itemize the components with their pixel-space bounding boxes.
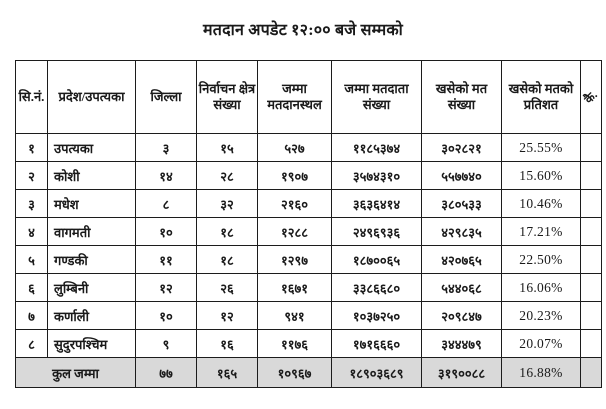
cell-votes-cast: ५४४०६८: [422, 274, 502, 302]
cell-votes-percent: 25.55%: [502, 134, 581, 162]
cell-remarks: [581, 218, 602, 246]
cell-constituencies: ३२: [197, 190, 258, 218]
cell-total-voters: ३६३६४१४: [332, 190, 422, 218]
cell-province: उपत्यका: [48, 134, 136, 162]
cell-districts: १०: [136, 302, 197, 330]
table-row-valley: [16, 134, 602, 162]
cell-votes-percent: 10.46%: [502, 190, 581, 218]
cell-constituencies: १२: [197, 302, 258, 330]
cell-votes-percent: 15.60%: [502, 162, 581, 190]
table-row-karnali: [16, 302, 602, 330]
cell-districts: ३: [136, 134, 197, 162]
cell-remarks: [581, 134, 602, 162]
total-votes-cast: ३१९००८८: [422, 358, 502, 388]
cell-polling-places: २१६०: [258, 190, 332, 218]
table-row-lumbini: [16, 274, 602, 302]
total-voters: १८९०३६८९: [332, 358, 422, 388]
cell-total-voters: १०३७२५०: [332, 302, 422, 330]
voting-update-table: [15, 60, 602, 388]
header-votes-cast-percent: खसेको मतको प्रतिशत: [502, 61, 581, 134]
cell-constituencies: २८: [197, 162, 258, 190]
cell-votes-cast: ३०२८२१: [422, 134, 502, 162]
cell-serial: ४: [16, 218, 48, 246]
cell-province: कोशी: [48, 162, 136, 190]
cell-serial: ३: [16, 190, 48, 218]
header-province: प्रदेश/उपत्यका: [48, 61, 136, 134]
cell-votes-cast: ४२९८३५: [422, 218, 502, 246]
total-label: कुल जम्मा: [16, 358, 136, 388]
cell-constituencies: २६: [197, 274, 258, 302]
cell-polling-places: १२९७: [258, 246, 332, 274]
cell-serial: १: [16, 134, 48, 162]
cell-votes-cast: ४२०७६५: [422, 246, 502, 274]
cell-total-voters: ३५७४३१०: [332, 162, 422, 190]
table-total-row: [16, 358, 602, 388]
cell-districts: १०: [136, 218, 197, 246]
cell-votes-percent: 16.06%: [502, 274, 581, 302]
cell-polling-places: ११७६: [258, 330, 332, 358]
cell-total-voters: ११८५३७४: [332, 134, 422, 162]
cell-total-voters: १८७००६५: [332, 246, 422, 274]
cell-province: सुदुरपश्चिम: [48, 330, 136, 358]
cell-votes-cast: २०९८४७: [422, 302, 502, 330]
page-title: मतदान अपडेट १२:०० बजे सम्मको: [203, 22, 403, 39]
cell-polling-places: ९४१: [258, 302, 332, 330]
cell-province: गण्डकी: [48, 246, 136, 274]
table-row-bagmati: [16, 218, 602, 246]
cell-votes-percent: 20.23%: [502, 302, 581, 330]
table-row-sudurpashchim: [16, 330, 602, 358]
cell-districts: ९: [136, 330, 197, 358]
cell-polling-places: १९०७: [258, 162, 332, 190]
table-row-madhesh: [16, 190, 602, 218]
cell-province: लुम्बिनी: [48, 274, 136, 302]
cell-votes-cast: ३८०५३३: [422, 190, 502, 218]
cell-polling-places: १६७१: [258, 274, 332, 302]
total-constituencies: १६५: [197, 358, 258, 388]
cell-total-voters: ३३८६६८०: [332, 274, 422, 302]
cell-remarks: [581, 330, 602, 358]
cell-constituencies: १५: [197, 134, 258, 162]
cell-province: मधेश: [48, 190, 136, 218]
cell-votes-percent: 17.21%: [502, 218, 581, 246]
cell-serial: २: [16, 162, 48, 190]
cell-remarks: [581, 302, 602, 330]
cell-districts: ८: [136, 190, 197, 218]
cell-province: वागमती: [48, 218, 136, 246]
cell-serial: ८: [16, 330, 48, 358]
remarks-label: कै.: [581, 87, 600, 107]
cell-polling-places: १२८८: [258, 218, 332, 246]
cell-districts: १४: [136, 162, 197, 190]
cell-votes-cast: ५५७७४०: [422, 162, 502, 190]
table-row-gandaki: [16, 246, 602, 274]
cell-constituencies: १८: [197, 246, 258, 274]
header-polling-places: जम्मा मतदानस्थल: [258, 61, 332, 134]
cell-serial: ५: [16, 246, 48, 274]
cell-serial: ६: [16, 274, 48, 302]
cell-remarks: [581, 274, 602, 302]
table-row-koshi: [16, 162, 602, 190]
header-serial-no: सि.नं.: [16, 61, 48, 134]
header-districts: जिल्ला: [136, 61, 197, 134]
header-remarks: [581, 61, 602, 134]
cell-constituencies: १८: [197, 218, 258, 246]
cell-districts: १२: [136, 274, 197, 302]
total-districts: ७७: [136, 358, 197, 388]
total-polling-places: १०९६७: [258, 358, 332, 388]
cell-votes-cast: ३४४४७९: [422, 330, 502, 358]
cell-votes-percent: 22.50%: [502, 246, 581, 274]
total-remarks: [581, 358, 602, 388]
cell-votes-percent: 20.07%: [502, 330, 581, 358]
cell-serial: ७: [16, 302, 48, 330]
cell-districts: ११: [136, 246, 197, 274]
header-total-voters: जम्मा मतदाता संख्या: [332, 61, 422, 134]
cell-total-voters: १७१६६६०: [332, 330, 422, 358]
header-constituencies: निर्वाचन क्षेत्र संख्या: [197, 61, 258, 134]
cell-province: कर्णाली: [48, 302, 136, 330]
cell-remarks: [581, 246, 602, 274]
cell-constituencies: १६: [197, 330, 258, 358]
cell-remarks: [581, 190, 602, 218]
cell-total-voters: २४९६९३६: [332, 218, 422, 246]
cell-remarks: [581, 162, 602, 190]
header-votes-cast: खसेको मत संख्या: [422, 61, 502, 134]
total-votes-percent: 16.88%: [502, 358, 581, 388]
table-header-row: [16, 61, 602, 134]
cell-polling-places: ५२७: [258, 134, 332, 162]
